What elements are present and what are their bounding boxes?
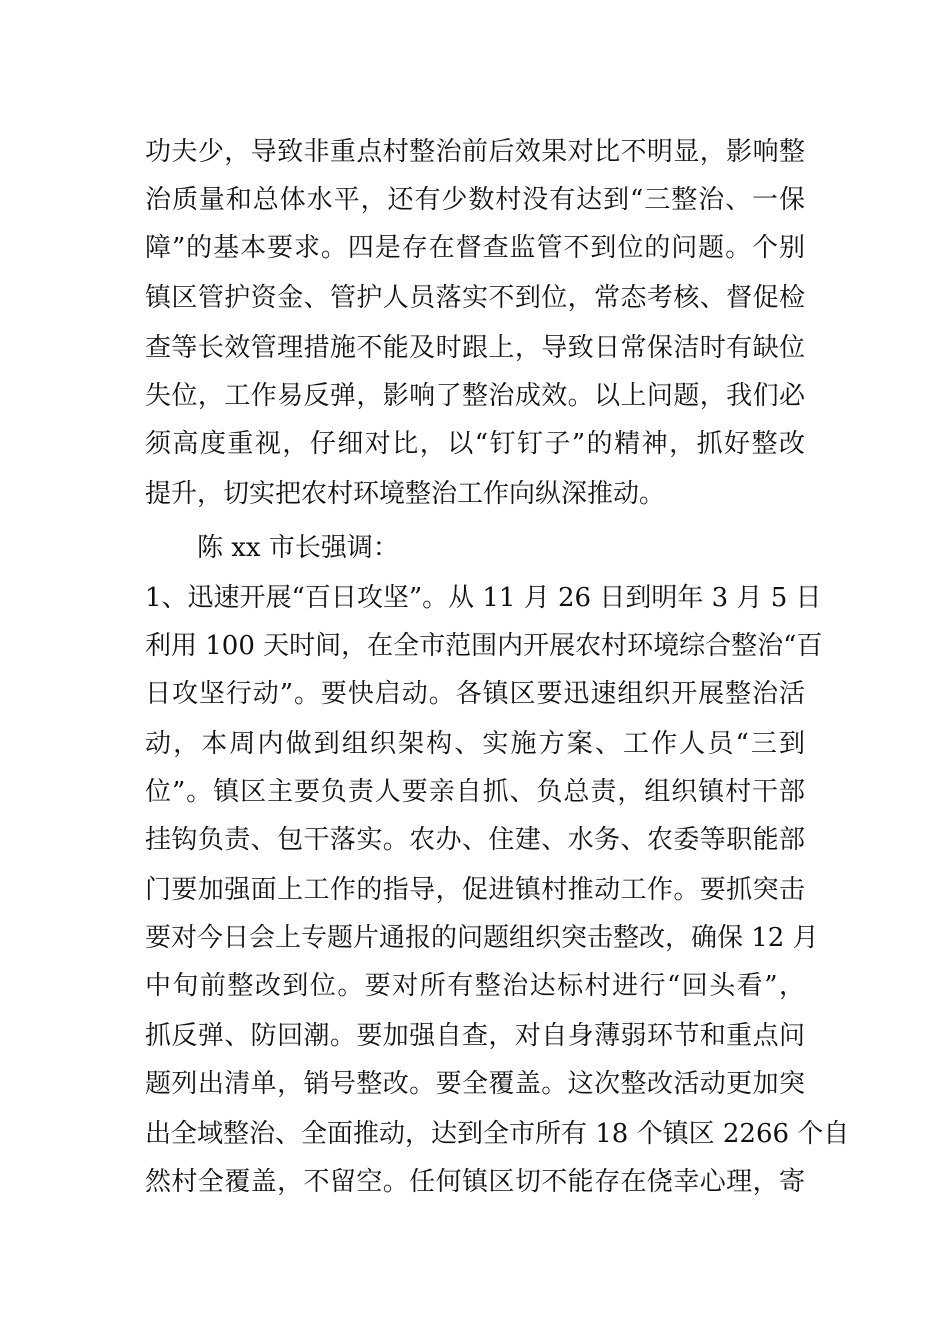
- text-line: 提升，切实把农村环境整治工作向纵深推动。: [145, 479, 666, 509]
- text-line: 利用 100 天时间，在全市范围内开展农村环境综合整治“百: [145, 631, 823, 661]
- text-line: 动，本周内做到组织架构、实施方案、工作人员“三到: [145, 729, 805, 759]
- text-line: 日攻坚行动”。要快启动。各镇区要迅速组织开展整治活: [145, 679, 805, 709]
- text-line: 题列出清单，销号整改。要全覆盖。这次整改活动更加突: [145, 1069, 805, 1099]
- text-line: 1、迅速开展“百日攻坚”。从 11 月 26 日到明年 3 月 5 日: [145, 583, 822, 613]
- text-line: 失位，工作易反弹，影响了整治成效。以上问题，我们必: [145, 381, 805, 411]
- section-heading: 陈 xx 市长强调：: [197, 533, 399, 563]
- text-line: 查等长效管理措施不能及时跟上，导致日常保洁时有缺位: [145, 333, 805, 363]
- text-line: 须高度重视，仔细对比，以“钉钉子”的精神，抓好整改: [145, 429, 805, 459]
- text-line: 门要加强面上工作的指导，促进镇村推动工作。要抓突击: [145, 875, 805, 905]
- text-line: 出全域整治、全面推动，达到全市所有 18 个镇区 2266 个自: [145, 1119, 850, 1149]
- text-line: 要对今日会上专题片通报的问题组织突击整改，确保 12 月: [145, 923, 819, 953]
- text-line: 然村全覆盖，不留空。任何镇区切不能存在侥幸心理，寄: [145, 1167, 805, 1197]
- text-line: 镇区管护资金、管护人员落实不到位，常态考核、督促检: [145, 283, 805, 313]
- text-line: 治质量和总体水平，还有少数村没有达到“三整治、一保: [145, 185, 805, 215]
- text-line: 位”。镇区主要负责人要亲自抓、负总责，组织镇村干部: [145, 777, 805, 807]
- text-line: 抓反弹、防回潮。要加强自查，对自身薄弱环节和重点问: [145, 1021, 805, 1051]
- text-line: 功夫少，导致非重点村整治前后效果对比不明显，影响整: [145, 137, 805, 167]
- text-line: 中旬前整改到位。要对所有整治达标村进行“回头看”，: [145, 971, 805, 1001]
- text-line: 障”的基本要求。四是存在督查监管不到位的问题。个别: [145, 233, 805, 263]
- text-line: 挂钩负责、包干落实。农办、住建、水务、农委等职能部: [145, 825, 805, 855]
